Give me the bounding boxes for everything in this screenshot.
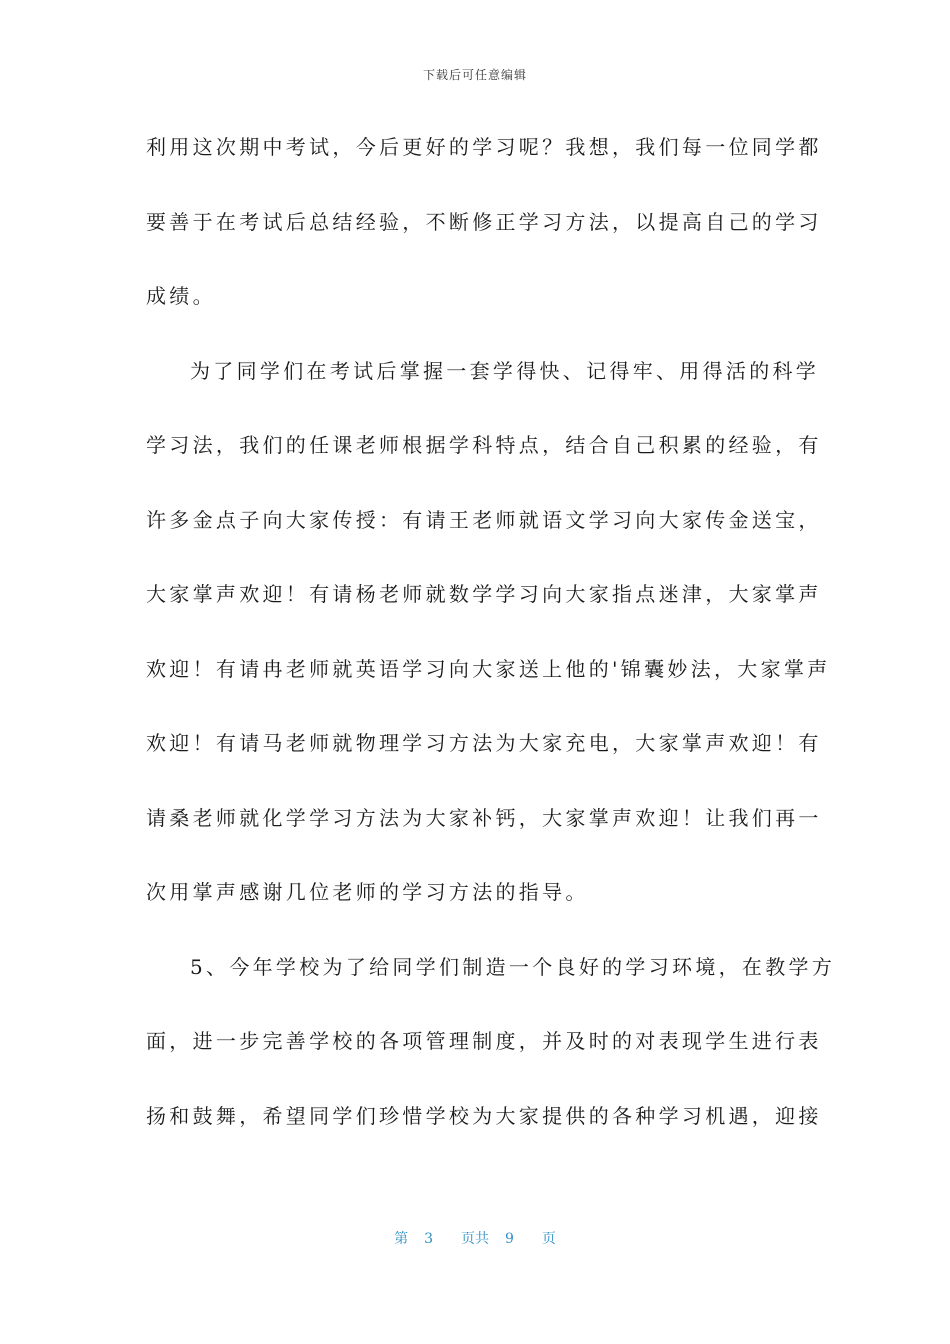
- paragraph-line: 为了同学们在考试后掌握一套学得快、记得牢、用得活的科学: [190, 358, 820, 383]
- paragraph-line: 扬和鼓舞，希望同学们珍惜学校为大家提供的各种学习机遇，迎接: [146, 1103, 822, 1128]
- paragraph-line: 利用这次期中考试，今后更好的学习呢？我想，我们每一位同学都: [146, 135, 822, 159]
- paragraph-line: 大家掌声欢迎！有请杨老师就数学学习向大家指点迷津，大家掌声: [146, 582, 822, 606]
- paragraph-line: 成绩。: [146, 284, 216, 308]
- document-body: [146, 120, 836, 1163]
- footer-label-di: 第: [394, 1231, 409, 1247]
- paragraph-line: 5、今年学校为了给同学们制造一个良好的学习环境，在教学方: [190, 954, 836, 979]
- paragraph-line: 学习法，我们的任课老师根据学科特点，结合自己积累的经验，有: [146, 433, 822, 457]
- paragraph-line: 许多金点子向大家传授：有请王老师就语文学习向大家传金送宝，: [146, 507, 822, 532]
- footer-label-ye: 页: [541, 1231, 556, 1247]
- paragraph-line: 请桑老师就化学学习方法为大家补钙，大家掌声欢迎！让我们再一: [146, 805, 822, 830]
- current-page-number: 3: [424, 1231, 433, 1247]
- page-header: 下载后可任意编辑: [422, 68, 527, 82]
- paragraph-line: 次用掌声感谢几位老师的学习方法的指导。: [146, 880, 589, 904]
- paragraph-line: 欢迎！有请马老师就物理学习方法为大家充电，大家掌声欢迎！有: [146, 731, 822, 755]
- paragraph-line: 要善于在考试后总结经验，不断修正学习方法，以提高自己的学习: [146, 209, 822, 234]
- paragraph-line: 欢迎！有请冉老师就英语学习向大家送上他的'锦囊妙法，大家掌声: [146, 656, 831, 681]
- total-page-count: 9: [505, 1231, 514, 1247]
- footer-label-ye-gong: 页共: [461, 1231, 489, 1247]
- page-footer: [0, 1228, 950, 1248]
- paragraph-line: 面，进一步完善学校的各项管理制度，并及时的对表现学生进行表: [146, 1029, 822, 1053]
